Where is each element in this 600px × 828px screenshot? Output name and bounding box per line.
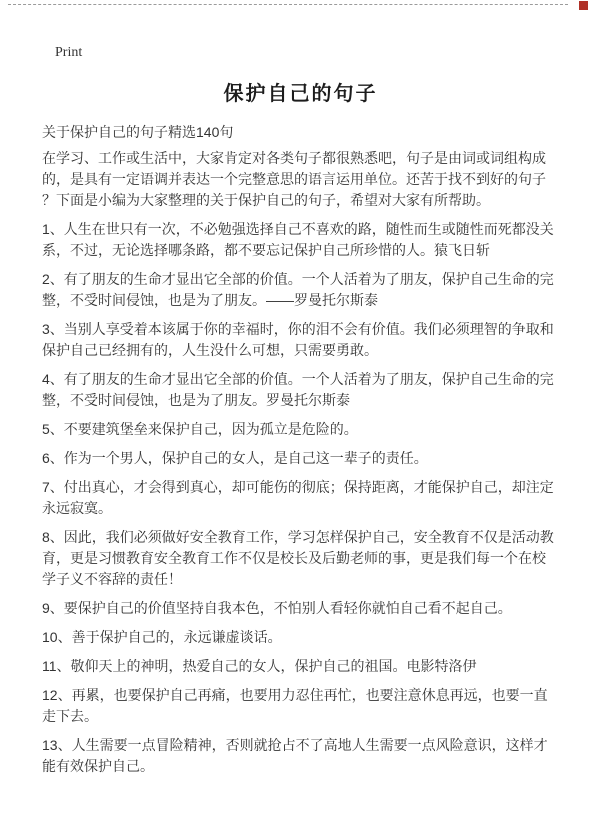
sentence-item: 8、因此，我们必须做好安全教育工作，学习怎样保护自己，安全教育不仅是活动教育，更是习惯教育安全教育工作不仅是校长及后勤老师的事，更是我们每一个在校学子义不容辞的责任！ bbox=[42, 529, 554, 587]
page-break-dashed-line bbox=[8, 4, 568, 5]
sentence-item: 2、有了朋友的生命才显出它全部的价值。一个人活着为了朋友，保护自己生命的完整，不受时间侵蚀，也是为了朋友。——罗曼托尔斯泰 bbox=[42, 271, 554, 308]
article-body bbox=[42, 84, 559, 785]
sentence-list bbox=[42, 219, 559, 777]
sentence-item: 3、当别人享受着本该属于你的幸福时，你的泪不会有价值。我们必须理智的争取和保护自己已经拥有的，人生没什么可想，只需要勇敢。 bbox=[42, 321, 554, 358]
print-button[interactable]: Print bbox=[55, 45, 83, 60]
sentence-item: 1、人生在世只有一次，不必勉强选择自己不喜欢的路，随性而生或随性而死都没关系，不过，无论选择哪条路，都不要忘记保护自己所珍惜的人。猿飞日斩 bbox=[42, 221, 554, 258]
sentence-item: 5、不要建筑堡垒来保护自己，因为孤立是危险的。 bbox=[42, 421, 358, 437]
sentence-item: 11、敬仰天上的神明，热爱自己的女人，保护自己的祖国。电影特洛伊 bbox=[42, 658, 477, 674]
sentence-item: 6、作为一个男人，保护自己的女人，是自己这一辈子的责任。 bbox=[42, 450, 428, 466]
sentence-item: 10、善于保护自己的，永远谦虚谈话。 bbox=[42, 629, 282, 645]
article-subtitle: 关于保护自己的句子精选140句 bbox=[42, 124, 234, 140]
sentence-item: 7、付出真心，才会得到真心，却可能伤的彻底；保持距离，才能保护自己，却注定永远寂寞。 bbox=[42, 479, 554, 516]
sentence-item: 4、有了朋友的生命才显出它全部的价值。一个人活着为了朋友，保护自己生命的完整，不受时间侵蚀，也是为了朋友。罗曼托尔斯泰 bbox=[42, 371, 554, 408]
sentence-item: 12、再累，也要保护自己再痛，也要用力忍住再忙，也要注意休息再远，也要一直走下去。 bbox=[42, 687, 548, 724]
intro-paragraph: 在学习、工作或生活中，大家肯定对各类句子都很熟悉吧，句子是由词或词组构成的，是具有一定语调并表达一个完整意思的语言运用单位。还苦于找不到好的句子？下面是小编为大家整理的关于保护自己的句子，希望对大家有所帮助。 bbox=[42, 150, 546, 208]
sentence-item: 9、要保护自己的价值坚持自我本色，不怕别人看轻你就怕自己看不起自己。 bbox=[42, 600, 512, 616]
sentence-item: 13、人生需要一点冒险精神，否则就抢占不了高地人生需要一点风险意识，这样才能有效保护自己。 bbox=[42, 737, 548, 774]
red-corner-marker bbox=[579, 1, 588, 10]
page-title: 保护自己的句子 bbox=[223, 83, 378, 105]
